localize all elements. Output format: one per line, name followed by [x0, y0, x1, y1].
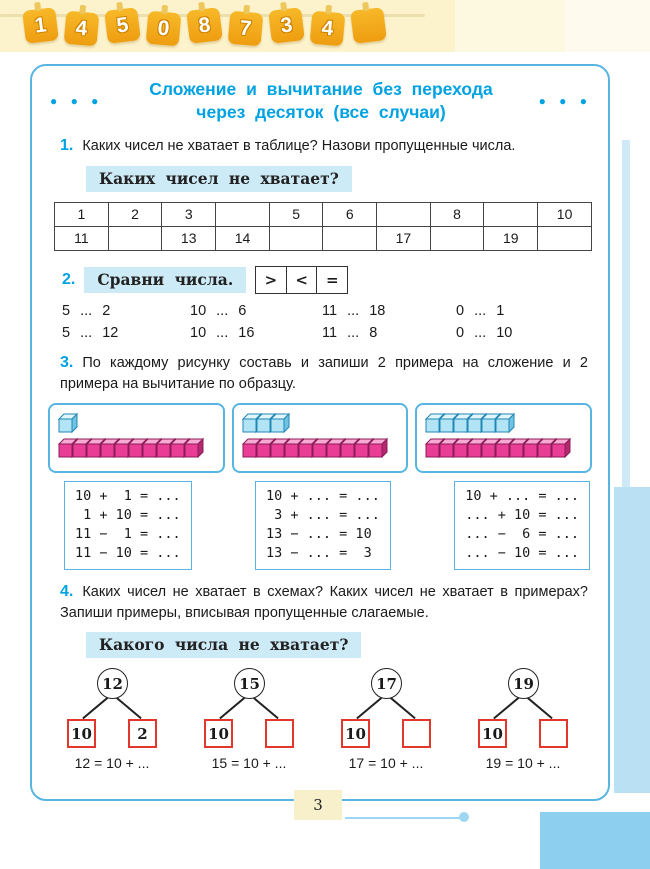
equation: ... − 6 = ...	[465, 525, 579, 542]
exercise2-row	[62, 266, 592, 294]
comparison-item: 5 ... 2	[62, 302, 111, 319]
schema-right-square	[539, 719, 568, 748]
schema-12	[54, 668, 170, 750]
table-cell	[269, 226, 323, 250]
number-cards	[24, 9, 385, 45]
table-cell	[430, 226, 484, 250]
number-card: 7	[228, 11, 264, 47]
number-card: 5	[104, 7, 141, 44]
comparison-signs	[256, 266, 348, 294]
lesson-title-line2: через десяток (все случаи)	[196, 101, 446, 122]
equation: 13 − ... = 10	[266, 525, 372, 542]
comparison-item: 0 ... 10	[456, 324, 513, 341]
table-cell	[377, 202, 431, 226]
exercise2-highlight: Сравни числа.	[84, 267, 246, 293]
equation: 11 − 10 = ...	[75, 545, 181, 562]
table-cell: 6	[323, 202, 377, 226]
table-cell: 10	[538, 202, 592, 226]
table-cell: 1	[55, 202, 109, 226]
schema-left-square: 10	[341, 719, 370, 748]
schema-15	[191, 668, 307, 750]
page-number: 3	[294, 790, 342, 820]
table-row	[55, 226, 592, 250]
exercise2-number: 2.	[62, 270, 76, 288]
table-cell	[538, 226, 592, 250]
schema-total: 17	[371, 668, 402, 699]
schema-right-square	[265, 719, 294, 748]
table-row	[55, 202, 592, 226]
comparison-row	[62, 325, 592, 341]
schema-17	[328, 668, 444, 750]
equation: 10 + ... = ...	[465, 487, 579, 504]
lesson-title-row	[50, 78, 592, 124]
cubes-image	[421, 407, 587, 468]
number-card: 3	[268, 7, 305, 44]
table-cell: 5	[269, 202, 323, 226]
comparison-exercises	[62, 303, 592, 341]
schema-left-square: 10	[478, 719, 507, 748]
title-dots-right-icon: ● ● ●	[538, 93, 592, 108]
schema-left-square: 10	[67, 719, 96, 748]
schema-equation: 12 = 10 + ...	[74, 755, 150, 772]
greater-sign: >	[255, 266, 287, 294]
table-cell: 8	[430, 202, 484, 226]
schema-total: 12	[97, 668, 128, 699]
exercise3-text	[60, 352, 588, 394]
comparison-item: 5 ... 12	[62, 324, 119, 341]
table-cell	[108, 226, 162, 250]
table-cell: 11	[55, 226, 109, 250]
number-card: 4	[64, 11, 100, 47]
schema-total: 15	[234, 668, 265, 699]
cubes-image	[238, 407, 404, 468]
exercise3-task: По каждому рисунку составь и запиши 2 примера на сложение и 2 примера на вычитание по образцу.	[60, 354, 588, 392]
comparison-item: 11 ... 18	[322, 302, 386, 319]
schema-equation: 19 = 10 + ...	[485, 755, 561, 772]
cube-picture-3	[415, 403, 592, 473]
cube-picture-2	[232, 403, 409, 473]
table-cell: 13	[162, 226, 216, 250]
footer-line	[345, 817, 461, 819]
number-card: 8	[186, 7, 223, 44]
exercise4-number: 4.	[60, 583, 74, 601]
exercise4-text	[60, 581, 588, 623]
table-cell	[484, 202, 538, 226]
bottom-corner-block	[540, 812, 650, 869]
table-cell: 2	[108, 202, 162, 226]
exercise4-task: Каких чисел не хватает в схемах? Каких чисел не хватает в примерах? Запиши примеры, вписывая пропущенные слагаемые.	[60, 584, 588, 622]
cube-pictures	[48, 403, 592, 473]
equation: 11 − 1 = ...	[75, 525, 181, 542]
schema-equation: 17 = 10 + ...	[348, 755, 424, 772]
schema-right-square: 2	[128, 719, 157, 748]
table-cell: 3	[162, 202, 216, 226]
example-box-2	[255, 481, 391, 571]
equation: 3 + ... = ...	[266, 506, 380, 523]
exercise4-highlight: Какого числа не хватает?	[86, 632, 361, 658]
cubes-image	[54, 407, 220, 468]
exercise1-task: Каких чисел не хватает в таблице? Назови пропущенные числа.	[82, 137, 516, 154]
example-boxes	[64, 481, 590, 571]
content-panel	[30, 64, 610, 801]
comparison-item: 11 ... 8	[322, 324, 378, 341]
number-table	[54, 202, 592, 251]
schema-right-square	[402, 719, 431, 748]
equation: ... − 10 = ...	[465, 545, 579, 562]
number-schemas	[54, 668, 592, 750]
table-cell: 17	[377, 226, 431, 250]
table-cell	[216, 202, 270, 226]
less-sign: <	[286, 266, 318, 294]
example-box-1	[64, 481, 192, 571]
cube-picture-1	[48, 403, 225, 473]
comparison-item: 10 ... 16	[190, 324, 255, 341]
comparison-row	[62, 303, 592, 319]
equals-sign: =	[316, 266, 348, 294]
number-card: 4	[310, 11, 346, 47]
example-box-3	[454, 481, 590, 571]
right-decorative-block	[614, 487, 650, 793]
schema-left-square: 10	[204, 719, 233, 748]
band-shade-mid	[455, 0, 565, 52]
table-cell: 19	[484, 226, 538, 250]
schema-19	[465, 668, 581, 750]
lesson-title-line1: Сложение и вычитание без перехода	[149, 79, 493, 99]
table-cell: 14	[216, 226, 270, 250]
schema-total: 19	[508, 668, 539, 699]
footer-dot-icon	[459, 812, 469, 822]
equation: ... + 10 = ...	[465, 506, 579, 523]
schema-equations	[54, 755, 592, 771]
number-card	[350, 7, 387, 44]
equation: 1 + 10 = ...	[75, 506, 181, 523]
number-card: 1	[22, 7, 59, 44]
comparison-item: 10 ... 6	[190, 302, 247, 319]
equation: 10 + 1 = ...	[75, 487, 181, 504]
number-card: 0	[146, 11, 182, 47]
title-dots-left-icon: ● ● ●	[50, 93, 104, 108]
equation: 13 − ... = 3	[266, 545, 372, 562]
lesson-title	[103, 78, 538, 124]
right-decorative-strip	[622, 140, 630, 487]
schema-equation: 15 = 10 + ...	[211, 755, 287, 772]
table-cell	[323, 226, 377, 250]
equation: 10 + ... = ...	[266, 487, 380, 504]
exercise1-number: 1.	[60, 136, 74, 154]
exercise1-text	[60, 135, 592, 157]
band-shade-right	[565, 0, 650, 52]
exercise3-number: 3.	[60, 353, 74, 371]
comparison-item: 0 ... 1	[456, 302, 505, 319]
exercise1-highlight: Каких чисел не хватает?	[86, 166, 352, 192]
